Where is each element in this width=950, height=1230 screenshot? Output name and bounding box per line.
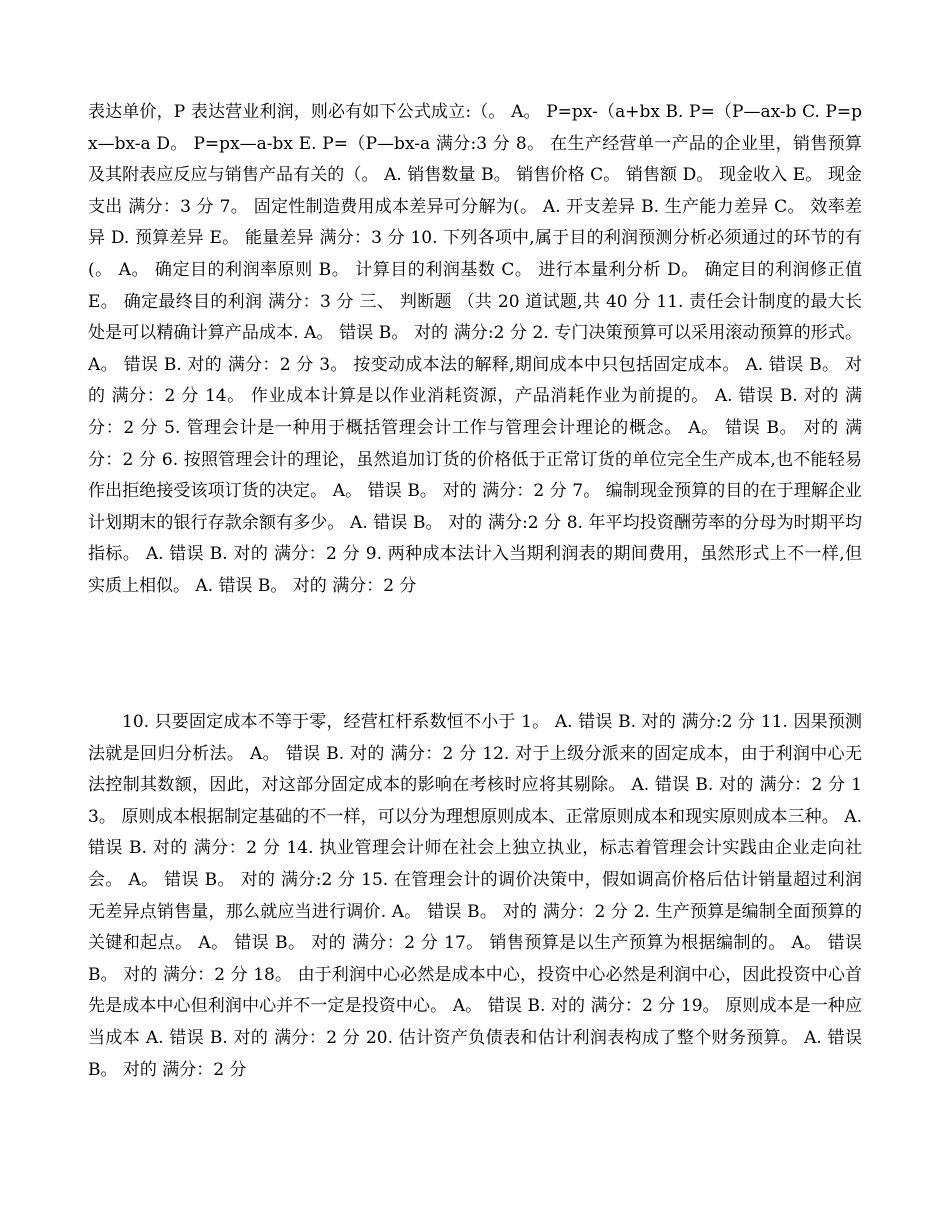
body-paragraph-1: 表达单价，P 表达营业利润，则必有如下公式成立:（。 A。 P=px-（a+bx B. P=（P—ax-b C. P=px—bx-a D。 P=px—a-bx E. P=（P—bx-a 满分:3 分 8。 在生产经营单一产品的企业里，销售预算及其附表应反应与销售产品有关的（。 A. 销售数量 B。 销售价格 C。 销售额 D。 现金收入 E。 现金支出 满分：3 分 7。 固定性制造费用成本差异可分解为(。 A. 开支差异 B. 生产能力差异 C。 效率差异 D. 预算差异 E。 能量差异 满分：3 分 10. 下列各项中,属于目的利润预测分析必须通过的环节的有(。 A。 确定目的利润率原则 B。 计算目的利润基数 C。 进行本量利分析 D。 确定目的利润修正值 E。 确定最终目的利润 满分：3 分 三、 判断题 （共 20 道试题,共 40 分 11. 责任会计制度的最大长处是可以精确计算产品成本. A。 错误 B。 对的 满分:2 分 2. 专门决策预算可以采用滚动预算的形式。 A。 错误 B. 对的 满分：2 分 3。 按变动成本法的解释,期间成本中只包括固定成本。 A. 错误 B。 对的 满分：2 分 14。 作业成本计算是以作业消耗资源，产品消耗作业为前提的。 A. 错误 B. 对的 满分：2 分 5. 管理会计是一种用于概括管理会计工作与管理会计理论的概念。 A。 错误 B。 对的 满分：2 分 6. 按照管理会计的理论，虽然追加订货的价格低于正常订货的单位完全生产成本,也不能轻易作出拒绝接受该项订货的决定。 A。 错误 B。 对的 满分：2 分 7。 编制现金预算的目的在于理解企业计划期末的银行存款余额有多少。 A. 错误 B。 对的 满分:2 分 8. 年平均投资酬劳率的分母为时期平均指标。 A. 错误 B. 对的 满分：2 分 9. 两种成本法计入当期利润表的期间费用，虽然形式上不一样,但实质上相似。 A. 错误 B。 对的 满分：2 分 bbox=[88, 102, 862, 596]
body-paragraph-2: 10. 只要固定成本不等于零，经营杠杆系数恒不小于 1。 A. 错误 B. 对的 满分:2 分 11. 因果预测法就是回归分析法。 A。 错误 B. 对的 满分：2 分 12. 对于上级分派来的固定成本，由于利润中心无法控制其数额，因此，对这部分固定成本的影响在考核时应将其剔除。 A. 错误 B. 对的 满分：2 分 13。 原则成本根据制定基础的不一样，可以分为理想原则成本、正常原则成本和现实原则成本三种。 A. 错误 B. 对的 满分：2 分 14. 执业管理会计师在社会上独立执业，标志着管理会计实践由企业走向社会。 A。 错误 B。 对的 满分:2 分 15. 在管理会计的调价决策中，假如调高价格后估计销量超过利润无差异点销售量，那么就应当进行调价. A。 错误 B。 对的 满分：2 分 2. 生产预算是编制全面预算的关键和起点。 A。 错误 B。 对的 满分：2 分 17。 销售预算是以生产预算为根据编制的。 A。 错误 B。 对的 满分：2 分 18。 由于利润中心必然是成本中心，投资中心必然是利润中心，因此投资中心首先是成本中心但利润中心并不一定是投资中心。 A。 错误 B. 对的 满分：2 分 19。 原则成本是一种应当成本 A. 错误 B. 对的 满分：2 分 20. 估计资产负债表和估计利润表构成了整个财务预算。 A. 错误 B。 对的 满分：2 分 bbox=[88, 712, 862, 1080]
